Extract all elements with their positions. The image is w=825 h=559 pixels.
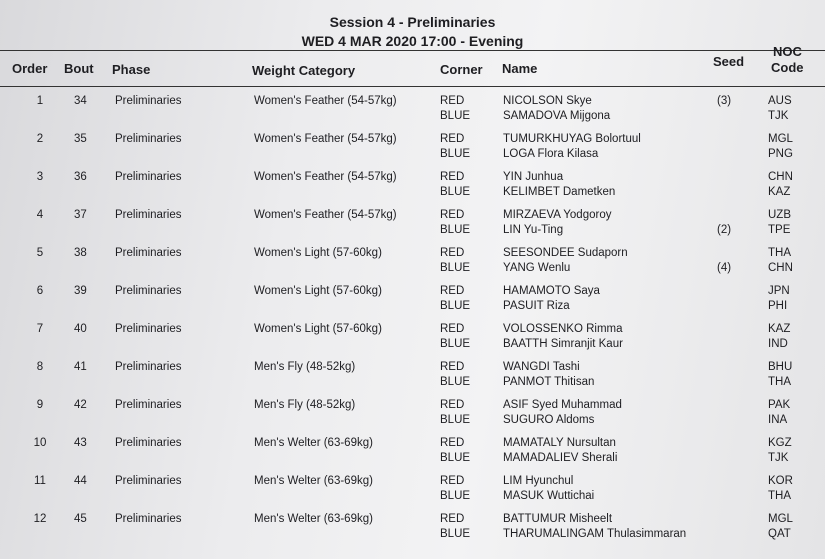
- table-row: [0, 513, 825, 551]
- table-row: [0, 285, 825, 323]
- bout-cell: 38: [74, 247, 87, 259]
- corner-red-label: RED: [440, 437, 465, 449]
- red-noc-code: BHU: [768, 361, 793, 373]
- table-row: [0, 171, 825, 209]
- blue-seed: (2): [717, 224, 732, 236]
- header-seed: Seed: [713, 54, 745, 69]
- blue-boxer-name: LIN Yu-Ting: [503, 224, 564, 236]
- corner-blue-label: BLUE: [440, 452, 471, 464]
- blue-boxer-name: SUGURO Aldoms: [503, 414, 595, 426]
- blue-noc-code: IND: [768, 338, 788, 350]
- corner-blue-label: BLUE: [440, 148, 471, 160]
- phase-cell: Preliminaries: [115, 323, 182, 335]
- corner-red-label: RED: [440, 399, 465, 411]
- blue-noc-code: PHI: [768, 300, 788, 312]
- weight-category-cell: Women's Light (57-60kg): [254, 247, 382, 259]
- blue-boxer-name: THARUMALINGAM Thulasimmaran: [503, 528, 687, 540]
- blue-boxer-name: PANMOT Thitisan: [503, 376, 595, 388]
- red-noc-code: THA: [768, 247, 791, 259]
- corner-red-label: RED: [440, 285, 465, 297]
- corner-blue-label: BLUE: [440, 110, 471, 122]
- red-boxer-name: VOLOSSENKO Rimma: [503, 323, 623, 335]
- phase-cell: Preliminaries: [115, 475, 182, 487]
- corner-blue-label: BLUE: [440, 338, 471, 350]
- weight-category-cell: Men's Fly (48-52kg): [254, 399, 356, 411]
- red-noc-code: MGL: [768, 133, 793, 145]
- red-boxer-name: ASIF Syed Muhammad: [503, 399, 622, 411]
- weight-category-cell: Men's Fly (48-52kg): [254, 361, 356, 373]
- order-cell: 9: [36, 399, 44, 411]
- bout-cell: 34: [74, 95, 87, 107]
- header-corner: Corner: [440, 62, 483, 77]
- table-row: [0, 399, 825, 437]
- blue-noc-code: THA: [768, 376, 791, 388]
- corner-blue-label: BLUE: [440, 376, 471, 388]
- corner-red-label: RED: [440, 513, 465, 525]
- order-cell: 10: [33, 437, 47, 449]
- red-noc-code: PAK: [768, 399, 791, 411]
- blue-noc-code: QAT: [768, 528, 791, 540]
- red-boxer-name: BATTUMUR Misheelt: [503, 513, 613, 525]
- corner-red-label: RED: [440, 361, 465, 373]
- phase-cell: Preliminaries: [115, 437, 182, 449]
- red-noc-code: JPN: [768, 285, 790, 297]
- phase-cell: Preliminaries: [115, 247, 182, 259]
- blue-noc-code: INA: [768, 414, 788, 426]
- order-cell: 2: [36, 133, 44, 145]
- session-date: WED 4 MAR 2020 17:00 - Evening: [301, 33, 524, 49]
- header-noc: NOC: [773, 44, 802, 59]
- corner-red-label: RED: [440, 323, 465, 335]
- blue-boxer-name: LOGA Flora Kilasa: [503, 148, 599, 160]
- red-boxer-name: HAMAMOTO Saya: [503, 285, 600, 297]
- corner-blue-label: BLUE: [440, 300, 471, 312]
- weight-category-cell: Women's Light (57-60kg): [254, 285, 382, 297]
- order-cell: 11: [34, 475, 46, 487]
- weight-category-cell: Men's Welter (63-69kg): [254, 437, 373, 449]
- red-noc-code: AUS: [768, 95, 792, 107]
- bout-cell: 40: [74, 323, 87, 335]
- header-bout: Bout: [64, 61, 94, 76]
- corner-red-label: RED: [440, 95, 465, 107]
- blue-boxer-name: BAATTH Simranjit Kaur: [503, 338, 623, 350]
- table-row: [0, 323, 825, 361]
- header-top-rule: [0, 50, 825, 51]
- red-boxer-name: TUMURKHUYAG Bolortuul: [503, 133, 641, 145]
- header-bottom-rule: [0, 86, 825, 87]
- corner-red-label: RED: [440, 475, 465, 487]
- phase-cell: Preliminaries: [115, 361, 182, 373]
- table-row: [0, 95, 825, 133]
- bout-cell: 42: [74, 399, 87, 411]
- bout-cell: 37: [74, 209, 87, 221]
- table-row: [0, 437, 825, 475]
- order-cell: 1: [36, 95, 44, 107]
- corner-blue-label: BLUE: [440, 186, 471, 198]
- header-weight-category: Weight Category: [252, 63, 356, 78]
- weight-category-cell: Men's Welter (63-69kg): [254, 513, 373, 525]
- phase-cell: Preliminaries: [115, 513, 182, 525]
- session-title: Session 4 - Preliminaries: [329, 14, 496, 30]
- blue-noc-code: KAZ: [768, 186, 791, 198]
- phase-cell: Preliminaries: [115, 399, 182, 411]
- red-boxer-name: WANGDI Tashi: [503, 361, 580, 373]
- blue-boxer-name: KELIMBET Dametken: [503, 186, 616, 198]
- blue-boxer-name: MAMADALIEV Sherali: [503, 452, 618, 464]
- order-cell: 6: [36, 285, 44, 297]
- red-boxer-name: NICOLSON Skye: [503, 95, 592, 107]
- red-boxer-name: LIM Hyunchul: [503, 475, 574, 487]
- bout-cell: 41: [74, 361, 87, 373]
- order-cell: 7: [36, 323, 44, 335]
- bout-cell: 43: [74, 437, 87, 449]
- red-noc-code: KGZ: [768, 437, 792, 449]
- phase-cell: Preliminaries: [115, 95, 182, 107]
- red-noc-code: MGL: [768, 513, 793, 525]
- corner-blue-label: BLUE: [440, 490, 471, 502]
- table-row: [0, 361, 825, 399]
- blue-noc-code: TJK: [768, 452, 789, 464]
- table-row: [0, 247, 825, 285]
- red-noc-code: KOR: [768, 475, 793, 487]
- order-cell: 5: [36, 247, 44, 259]
- bout-cell: 45: [74, 513, 87, 525]
- bout-cell: 39: [74, 285, 87, 297]
- red-boxer-name: MIRZAEVA Yodgoroy: [503, 209, 612, 221]
- weight-category-cell: Women's Feather (54-57kg): [254, 209, 397, 221]
- order-cell: 8: [36, 361, 44, 373]
- table-row: [0, 209, 825, 247]
- blue-noc-code: THA: [768, 490, 791, 502]
- phase-cell: Preliminaries: [115, 209, 182, 221]
- weight-category-cell: Men's Welter (63-69kg): [254, 475, 373, 487]
- order-cell: 4: [36, 209, 44, 221]
- red-noc-code: UZB: [768, 209, 791, 221]
- red-seed: (3): [717, 95, 732, 107]
- phase-cell: Preliminaries: [115, 285, 182, 297]
- blue-noc-code: TPE: [768, 224, 791, 236]
- corner-blue-label: BLUE: [440, 224, 471, 236]
- table-row: [0, 133, 825, 171]
- order-cell: 12: [33, 513, 47, 525]
- weight-category-cell: Women's Feather (54-57kg): [254, 95, 397, 107]
- blue-seed: (4): [717, 262, 732, 274]
- phase-cell: Preliminaries: [115, 133, 182, 145]
- red-boxer-name: SEESONDEE Sudaporn: [503, 247, 628, 259]
- corner-red-label: RED: [440, 209, 465, 221]
- weight-category-cell: Women's Feather (54-57kg): [254, 133, 397, 145]
- blue-boxer-name: SAMADOVA Mijgona: [503, 110, 611, 122]
- header-order: Order: [12, 61, 48, 76]
- header-code: Code: [771, 60, 804, 75]
- blue-boxer-name: YANG Wenlu: [503, 262, 571, 274]
- blue-boxer-name: MASUK Wuttichai: [503, 490, 595, 502]
- bout-cell: 44: [74, 475, 87, 487]
- blue-noc-code: CHN: [768, 262, 793, 274]
- blue-noc-code: PNG: [768, 148, 793, 160]
- table-row: [0, 475, 825, 513]
- corner-blue-label: BLUE: [440, 414, 471, 426]
- corner-blue-label: BLUE: [440, 528, 471, 540]
- red-boxer-name: MAMATALY Nursultan: [503, 437, 616, 449]
- red-boxer-name: YIN Junhua: [503, 171, 564, 183]
- weight-category-cell: Women's Feather (54-57kg): [254, 171, 397, 183]
- corner-blue-label: BLUE: [440, 262, 471, 274]
- corner-red-label: RED: [440, 247, 465, 259]
- red-noc-code: CHN: [768, 171, 793, 183]
- corner-red-label: RED: [440, 133, 465, 145]
- order-cell: 3: [36, 171, 44, 183]
- bout-cell: 35: [74, 133, 87, 145]
- header-phase: Phase: [112, 62, 151, 77]
- red-noc-code: KAZ: [768, 323, 791, 335]
- corner-red-label: RED: [440, 171, 465, 183]
- blue-boxer-name: PASUIT Riza: [503, 300, 570, 312]
- bout-cell: 36: [74, 171, 87, 183]
- blue-noc-code: TJK: [768, 110, 789, 122]
- weight-category-cell: Women's Light (57-60kg): [254, 323, 382, 335]
- header-name: Name: [502, 61, 538, 76]
- phase-cell: Preliminaries: [115, 171, 182, 183]
